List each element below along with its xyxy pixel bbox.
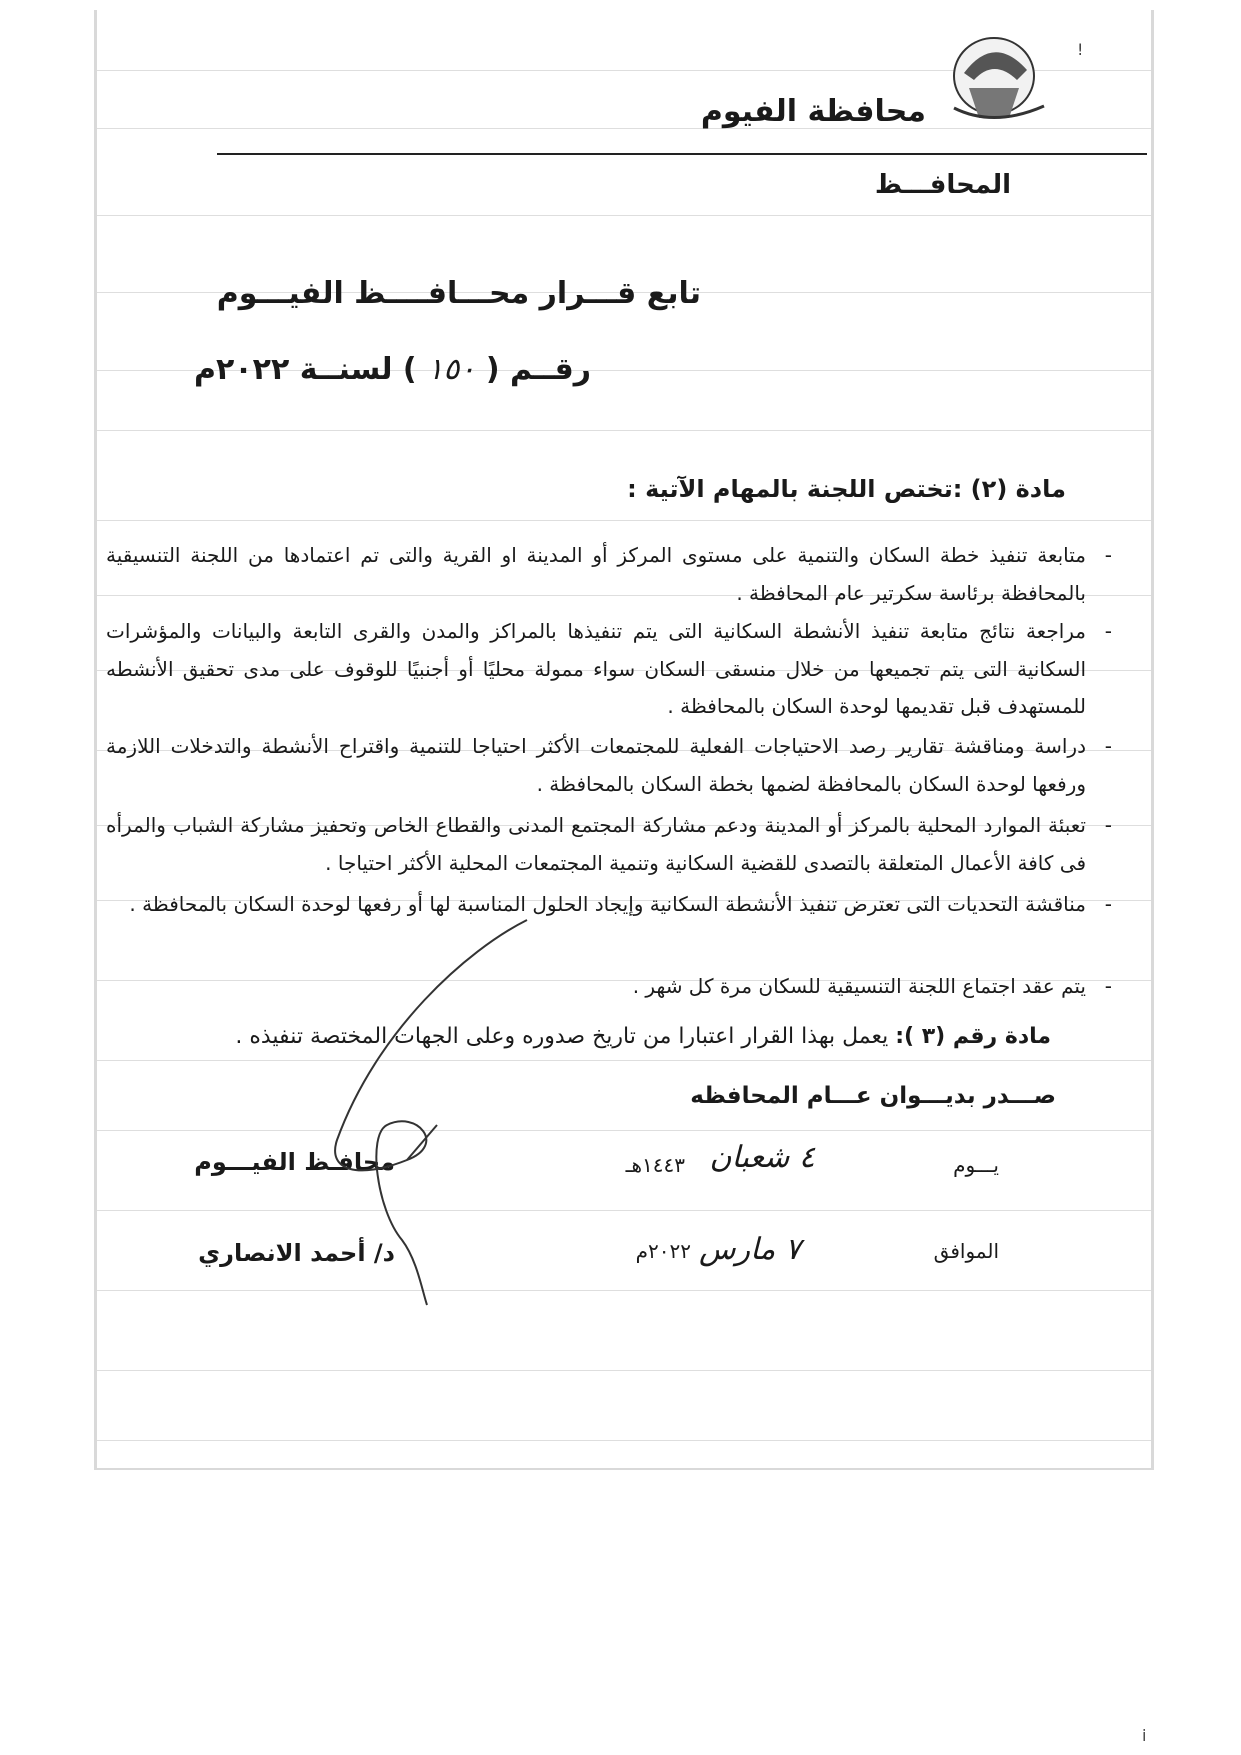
signatory-name: د/ أحمد الانصاري xyxy=(198,1239,395,1267)
corresponding-label: الموافق xyxy=(933,1239,999,1263)
signatory-title: محافـظ الفيـــوم xyxy=(194,1148,395,1176)
article-2-item: - تعبئة الموارد المحلية بالمركز أو المدينة ودعم مشاركة المجتمع المدنى والقطاع الخاص وتحفيز مشاركة الشباب والمرأه فى كافة الأعمال المتعلقة بالتصدى للقضية السكانية وتنمية المجتمعات المحلية الأكثر احتياجا . xyxy=(106,813,1112,875)
article-2-item: - متابعة تنفيذ خطة السكان والتنمية على مستوى المركز أو المدينة او القرية والتى تم اعتمادها من اللجنة التنسيقية بالمحافظة برئاسة سكرتير عام المحافظة . xyxy=(106,543,1112,605)
article-3-label: مادة رقم (٣ ): xyxy=(895,1024,1051,1049)
decree-number: ١٥٠ xyxy=(427,352,476,387)
decree-number-prefix: رقــم ( xyxy=(485,352,591,387)
article-2-heading: مادة (٢) :تختص اللجنة بالمهام الآتية : xyxy=(627,475,1066,503)
paper-rule-line xyxy=(97,128,1151,129)
decree-number-suffix: ) لسنــة ٢٠٢٢م xyxy=(194,352,417,387)
paper-rule-line xyxy=(97,1370,1151,1371)
gregorian-year: ٢٠٢٢م xyxy=(635,1239,691,1263)
paper-rule-line xyxy=(97,430,1151,431)
office-title: المحافـــظ xyxy=(874,170,1011,200)
paper-rule-line xyxy=(97,215,1151,216)
governorate-logo xyxy=(939,28,1059,128)
scan-mark: i xyxy=(1142,1726,1147,1745)
article-2-item: - يتم عقد اجتماع اللجنة التنسيقية للسكان مرة كل شهر . xyxy=(632,974,1112,998)
document-page xyxy=(94,10,1154,1470)
paper-rule-line xyxy=(97,1440,1151,1441)
issued-at: صـــدر بديـــوان عـــام المحافظه xyxy=(690,1083,1056,1109)
handwritten-signature xyxy=(317,910,637,1310)
article-3-text: يعمل بهذا القرار اعتبارا من تاريخ صدوره وعلى الجهات المختصة تنفيذه . xyxy=(235,1024,896,1049)
decree-title: تابع قـــرار محـــافــــظ الفيـــوم xyxy=(216,276,701,311)
paper-rule-line xyxy=(97,520,1151,521)
article-2-item: - مناقشة التحديات التى تعترض تنفيذ الأنشطة السكانية وإيجاد الحلول المناسبة لها أو رفعها لوحدة السكان بالمحافظة . xyxy=(129,892,1112,916)
governorate-name: محافظة الفيوم xyxy=(700,94,926,129)
article-2-item: - دراسة ومناقشة تقارير رصد الاحتياجات الفعلية للمجتمعات الأكثر احتياجا للتنمية واقتراح الأنشطة والتدخلات اللازمة ورفعها لوحدة السكان بالمحافظة لضمها بخطة السكان بالمحافظة . xyxy=(106,734,1112,796)
gregorian-date-handwritten: ٧ مارس xyxy=(699,1232,801,1267)
decree-number-line xyxy=(194,352,591,387)
hijri-year: ١٤٤٣هـ xyxy=(625,1153,685,1177)
article-2-item: - مراجعة نتائج متابعة تنفيذ الأنشطة السكانية التى يتم تنفيذها بالمراكز والمدن والقرى التابعة والبيانات والمؤشرات السكانية التى يتم تجميعها من خلال منسقى السكان سواء ممولة محليًا أو أجنبيًا للوقوف على مدى تحقيق الأنشطه للمستهدف قبل تقديمها لوحدة السكان بالمحافظة . xyxy=(106,619,1112,718)
hijri-date-handwritten: ٤ شعبان xyxy=(709,1140,815,1175)
header-divider xyxy=(217,153,1147,155)
day-label: يـــوم xyxy=(953,1153,999,1177)
scan-mark: ! xyxy=(1077,40,1084,59)
